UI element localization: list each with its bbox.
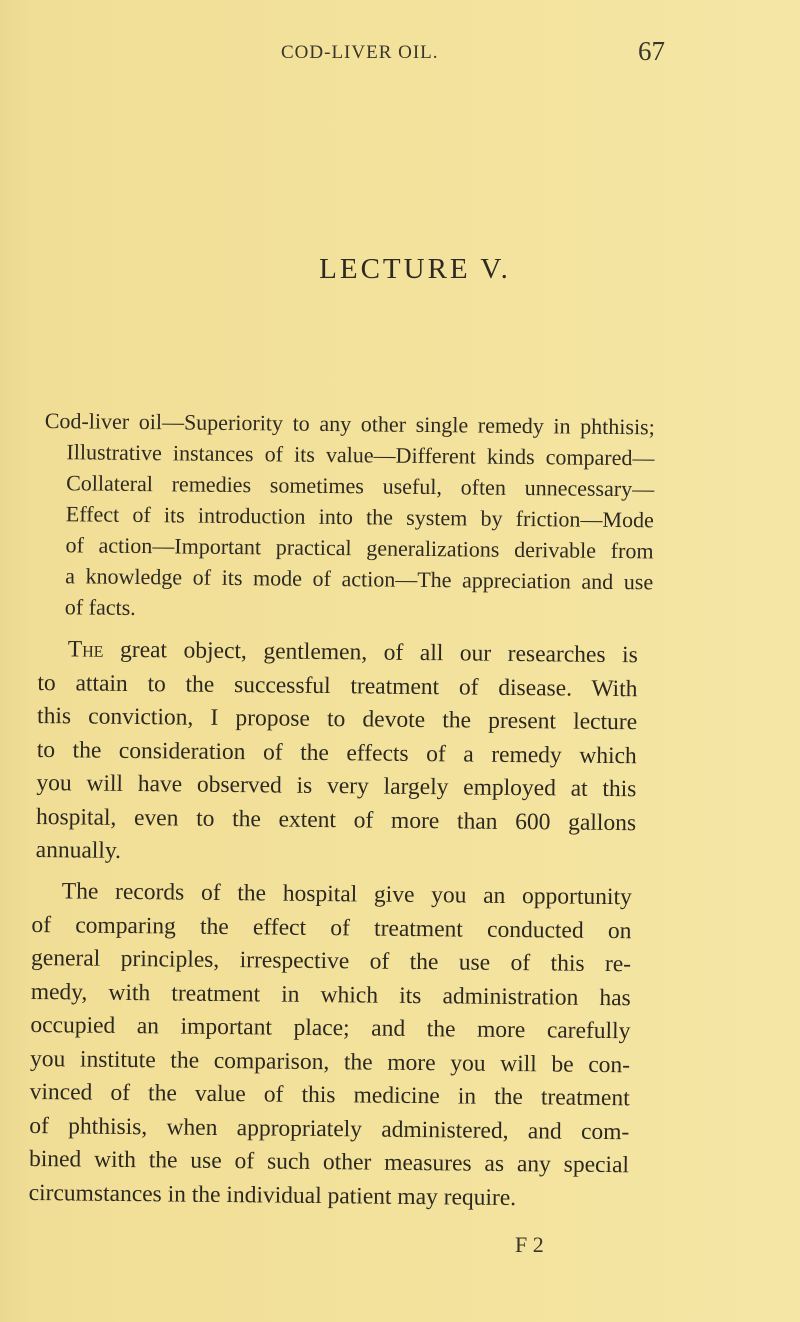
synopsis-line: Illustrative instances of its value—Different kinds compared— (66, 439, 655, 471)
synopsis-line: a knowledge of its mode of action—The appreciation and use (65, 563, 654, 595)
paragraph-line: you institute the comparison, the more you will be con- (29, 1045, 631, 1078)
paragraph-line: circumstances in the individual patient may require. (28, 1179, 517, 1211)
first-line-text: great object, gentlemen, of all our researches is (103, 636, 638, 669)
paragraph-line: bined with the use of such other measures as any special (28, 1145, 630, 1179)
paragraph-2 (28, 875, 631, 1216)
running-head (0, 36, 800, 76)
running-title: COD-LIVER OIL. (281, 42, 439, 63)
synopsis-line: of facts. (64, 594, 136, 620)
paragraph-1 (36, 633, 638, 874)
paragraph-line: to the consideration of the effects of a remedy which (36, 736, 637, 769)
paragraph-line: annually. (35, 836, 122, 864)
lecture-synopsis (43, 405, 655, 628)
signature-mark: F 2 (515, 1232, 544, 1257)
synopsis-line: Cod-liver oil—Superiority to any other single remedy in phthisis; (44, 407, 655, 440)
synopsis-line: Effect of its introduction into the system by friction—Mode (65, 501, 654, 533)
paragraph-line: this conviction, I propose to devote the present lecture (36, 702, 638, 736)
synopsis-line: Collateral remedies sometimes useful, often unnecessary— (66, 470, 655, 502)
lead-in-small-caps: The (67, 636, 104, 663)
lecture-heading: LECTURE V. (319, 253, 511, 285)
paragraph-line: medy, with treatment in which its administration has (30, 978, 631, 1011)
paragraph-line: hospital, even to the extent of more than 600 gallons (35, 803, 637, 836)
paragraph-line: you will have observed is very largely employed at this (36, 769, 637, 803)
paragraph-line: to attain to the successful treatment of disease. With (37, 669, 638, 702)
paragraph-line: of comparing the effect of treatment conducted on (31, 911, 632, 944)
page-number: 67 (638, 36, 665, 66)
paragraph-line (38, 633, 638, 673)
paragraph-line: vinced of the value of this medicine in the treatment (29, 1078, 630, 1112)
paragraph-line: of phthisis, when appropriately administered, and com- (29, 1112, 630, 1145)
paragraph-line: occupied an important place; and the more carefully (30, 1011, 631, 1045)
synopsis-line: of action—Important practical generalizations derivable from (65, 532, 654, 564)
paragraph-line: general principles, irrespective of the use of this re- (30, 944, 632, 978)
paragraph-line: The records of the hospital give you an opportunity (61, 878, 632, 911)
